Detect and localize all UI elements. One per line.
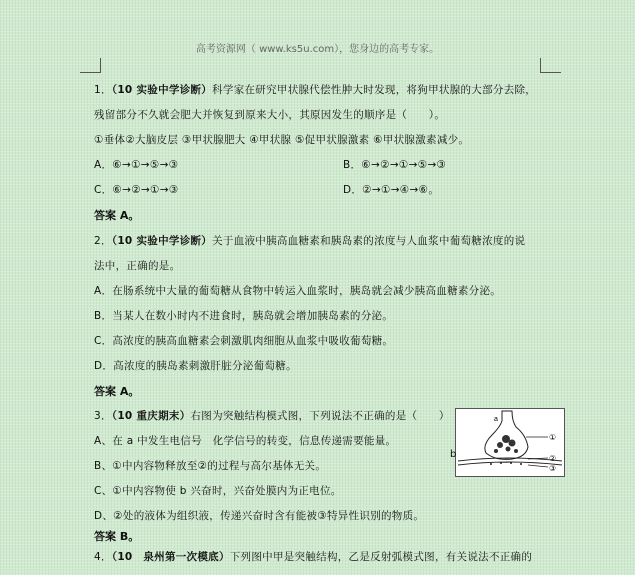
q1-answer: 答案 A。 <box>94 209 140 222</box>
q1-option-a: A．⑥→①→⑤→③ <box>94 159 179 171</box>
q3-source: （10 重庆期末） <box>111 410 191 422</box>
q1-option-b: B．⑥→②→①→⑤→③ <box>343 159 447 171</box>
q1-stem-line1 <box>94 82 536 97</box>
q3-option-a: A、在 a 中发生电信号 化学信号的转变，信息传递需要能量。 <box>94 435 397 447</box>
q2-option-d: D．高浓度的胰岛素刺激肝脏分泌葡萄糖。 <box>94 360 297 372</box>
q4-stem-line1 <box>94 549 532 564</box>
crop-mark-left <box>80 58 101 73</box>
q1-option-c: C．⑥→②→①→③ <box>94 184 179 196</box>
diagram-label-b: b <box>450 449 457 460</box>
q2-option-c: C．高浓度的胰高血糖素会刺激肌肉细胞从血浆中吸收葡萄糖。 <box>94 335 394 347</box>
label-1: ① <box>549 433 557 442</box>
label-3: ③ <box>549 464 557 473</box>
synapse-diagram <box>455 408 565 477</box>
q3-stem-line1 <box>94 408 450 423</box>
q4-text: 下列图中甲是突触结构，乙是反射弧模式图，有关说法不正确的 <box>229 551 533 563</box>
q2-text: 关于血液中胰高血糖素和胰岛素的浓度与人血浆中葡萄糖浓度的说 <box>212 235 526 247</box>
page-header: 高考资源网（ www.ks5u.com），您身边的高考专家。 <box>195 44 440 55</box>
q2-stem-line1 <box>94 233 525 248</box>
label-a: a <box>494 416 498 423</box>
q3-number: 3． <box>94 410 112 422</box>
q1-number: 1． <box>94 84 112 96</box>
q4-number: 4． <box>94 551 112 563</box>
q4-source: （10 泉州第一次模底） <box>111 551 230 563</box>
q1-stem-line2: 残留部分不久就会肥大并恢复到原来大小，其原因发生的顺序是（ ）。 <box>94 109 446 121</box>
q2-option-a: A．在肠系统中大量的葡萄糖从食物中转运入血浆时，胰岛就会减少胰高血糖素分泌。 <box>94 285 502 297</box>
q2-number: 2． <box>94 235 112 247</box>
q2-source: （10 实验中学诊断） <box>111 235 213 247</box>
q2-stem-line2: 法中，正确的是。 <box>94 260 181 272</box>
q2-answer: 答案 A。 <box>94 385 140 398</box>
label-2: ② <box>549 454 557 463</box>
q3-text: 右图为突触结构模式图，下列说法不正确的是（ ） <box>190 410 450 422</box>
q1-items: ①垂体②大脑皮层 ③甲状腺肥大 ④甲状腺 ⑤促甲状腺激素 ⑥甲状腺激素减少。 <box>94 134 470 146</box>
synapse-illustration <box>456 409 564 476</box>
q1-text: 科学家在研究甲状腺代偿性肿大时发现，将狗甲状腺的大部分去除， <box>212 84 537 96</box>
q1-source: （10 实验中学诊断） <box>111 84 213 96</box>
q3-option-c: C、①中内容物使 b 兴奋时，兴奋处膜内为正电位。 <box>94 485 342 497</box>
q3-option-d: D、②处的液体为组织液，传递兴奋时含有能被③特异性识别的物质。 <box>94 510 425 522</box>
q3-option-b: B、①中内容物释放至②的过程与高尔基体无关。 <box>94 460 327 472</box>
q2-option-b: B．当某人在数小时内不进食时，胰岛就会增加胰岛素的分泌。 <box>94 310 394 322</box>
q3-answer: 答案 B。 <box>94 530 140 543</box>
crop-mark-right <box>540 58 561 73</box>
q1-option-d: D．②→①→④→⑥。 <box>343 184 440 196</box>
